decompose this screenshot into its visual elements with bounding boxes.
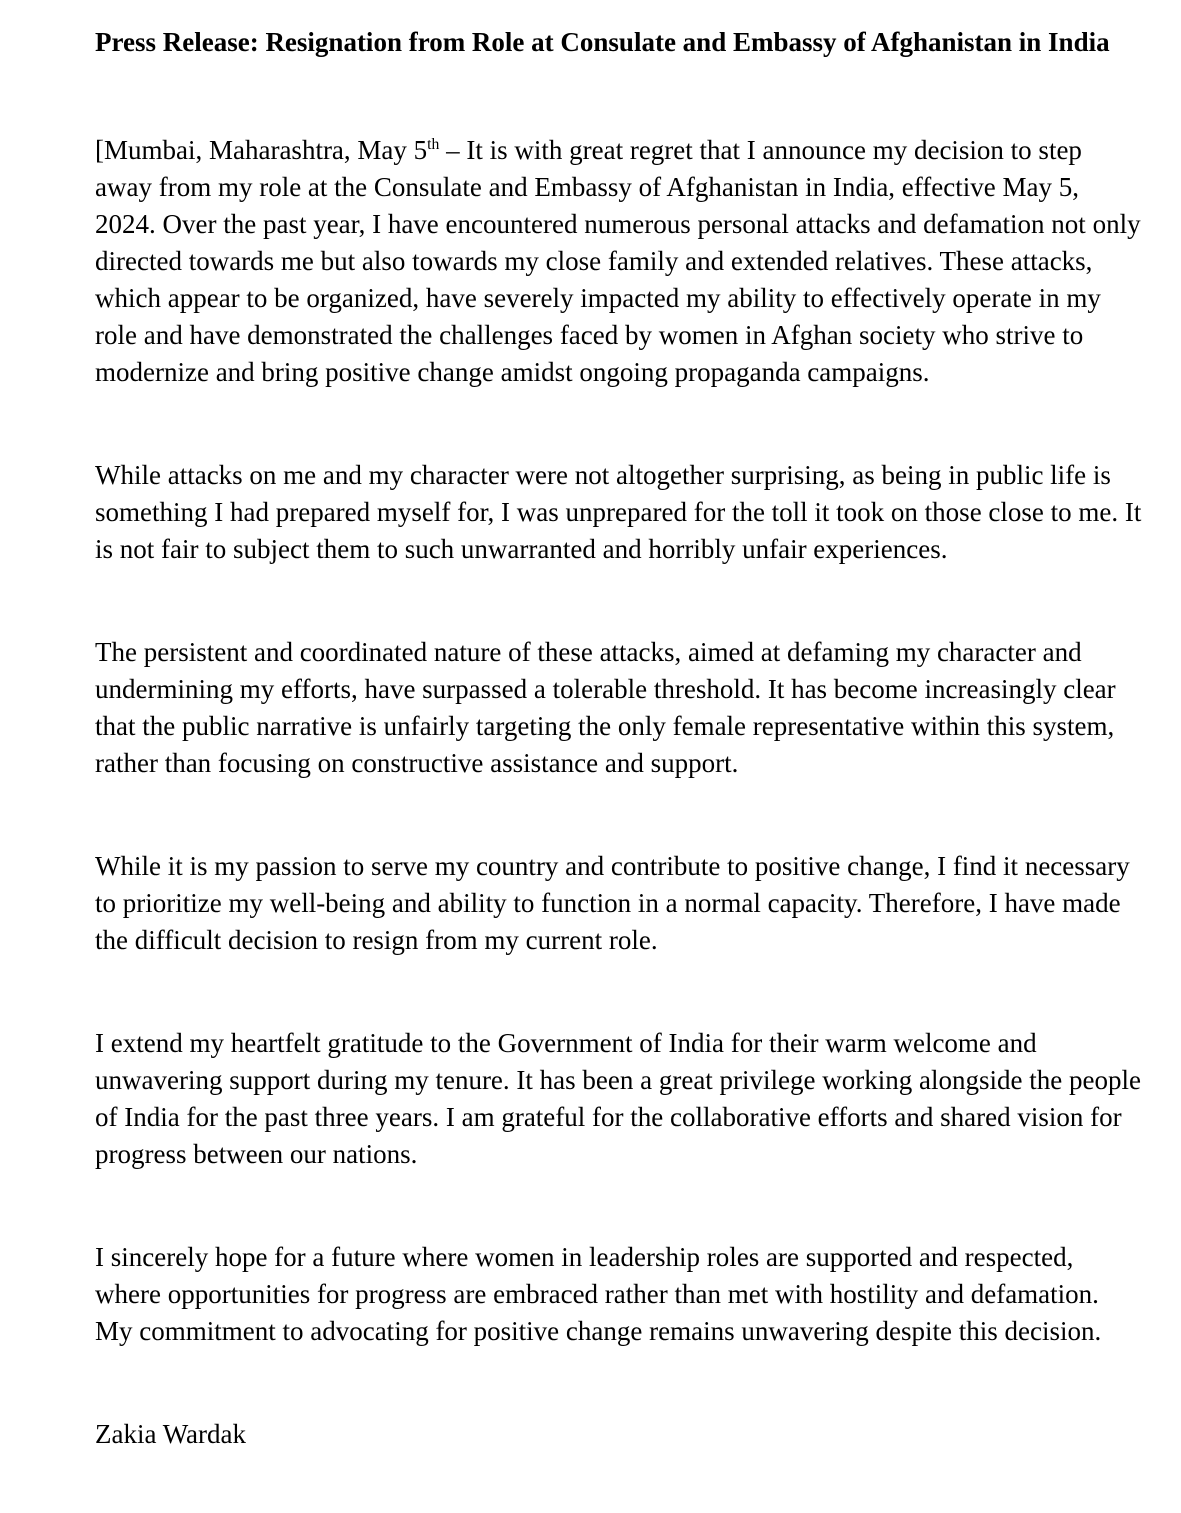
signature-name: Zakia Wardak	[95, 1419, 247, 1449]
paragraph-5: I extend my heartfelt gratitude to the Government of India for their warm welcome and unwavering support during my tenure. It has been a great privilege working alongside the people of India for the past three years. I am grateful for the collaborative efforts and shared vision for progress between our nations.	[95, 1028, 1141, 1169]
ordinal-superscript: th	[427, 136, 440, 153]
paragraph-4: While it is my passion to serve my country and contribute to positive change, I find it necessary to prioritize my well-being and ability to function in a normal capacity. Therefore, I have made the difficult decision to resign from my current role.	[95, 851, 1130, 955]
paragraph-dateline	[95, 132, 1143, 391]
paragraph-2: While attacks on me and my character were not altogether surprising, as being in public life is something I had prepared myself for, I was unprepared for the toll it took on those close to me. It is not fair to subject them to such unwarranted and horribly unfair experiences.	[95, 460, 1142, 564]
paragraph-3: The persistent and coordinated nature of these attacks, aimed at defaming my character and undermining my efforts, have surpassed a tolerable threshold. It has become increasingly clear that the public narrative is unfairly targeting the only female representative within this system, rather than focusing on constructive assistance and support.	[95, 637, 1116, 778]
paragraph-6: I sincerely hope for a future where women in leadership roles are supported and respected, where opportunities for progress are embraced rather than met with hostility and defamation. My commitment to advocating for positive change remains unwavering despite this decision.	[95, 1242, 1102, 1346]
paragraph-1-text: – It is with great regret that I announce my decision to step away from my role at the Consulate and Embassy of Afghanistan in India, effective May 5, 2024. Over the past year, I have encountered numerous personal attacks and defamation not only directed towards me but also towards my close family and extended relatives. These attacks, which appear to be organized, have severely impacted my ability to effectively operate in my role and have demonstrated the challenges faced by women in Afghan society who strive to modernize and bring positive change amidst ongoing propaganda campaigns.	[95, 135, 1141, 387]
dateline-prefix-text: [Mumbai, Maharashtra, May 5	[95, 135, 428, 165]
document-title: Press Release: Resignation from Role at Consulate and Embassy of Afghanistan in India	[95, 27, 1110, 57]
